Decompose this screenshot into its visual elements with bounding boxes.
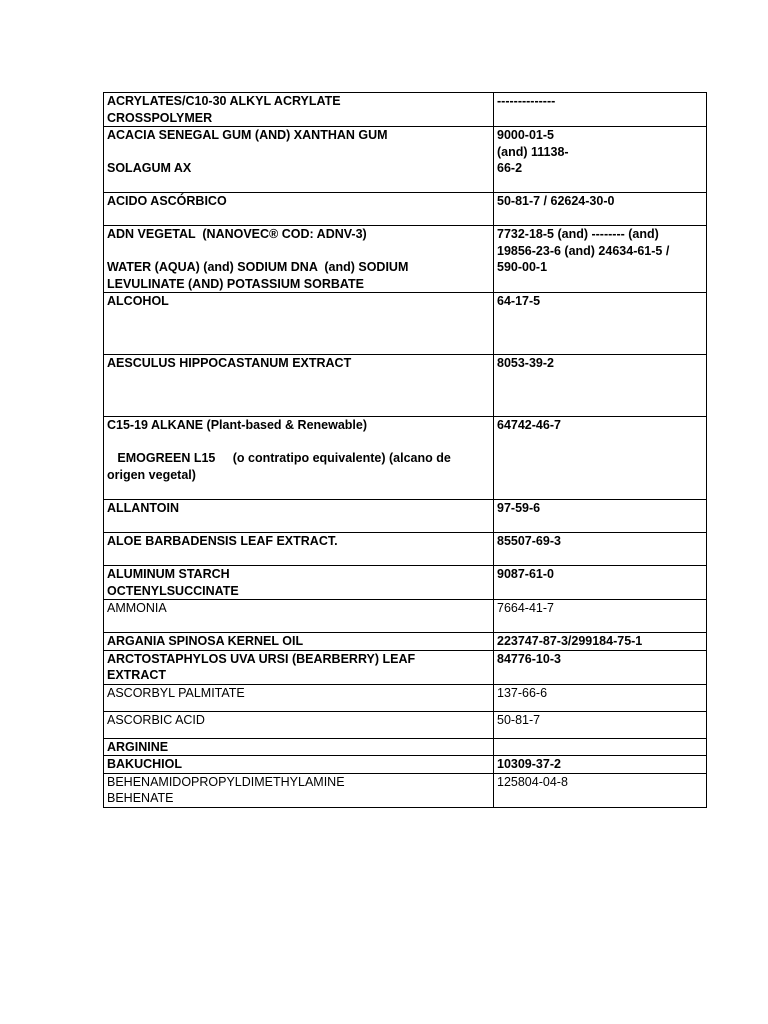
cas-number-line: 84776-10-3 <box>497 651 561 666</box>
cas-number-line: 7732-18-5 (and) -------- (and) <box>497 227 659 241</box>
cas-number-cell <box>494 600 707 633</box>
ingredient-name-line: ASCORBIC ACID <box>107 712 205 727</box>
cas-number-cell <box>494 566 707 600</box>
ingredient-name-line: ACACIA SENEGAL GUM (AND) XANTHAN GUM <box>107 128 388 142</box>
ingredients-table-body <box>104 93 707 808</box>
cas-number-line: 66-2 <box>497 161 523 175</box>
table-row <box>104 738 707 756</box>
ingredient-name-line: ADN VEGETAL (NANOVEC® COD: ADNV-3) <box>107 227 367 241</box>
ingredient-name-line: OCTENYLSUCCINATE <box>107 583 239 598</box>
ingredient-name-line: ASCORBYL PALMITATE <box>107 685 245 700</box>
table-row <box>104 127 707 193</box>
ingredient-name-cell <box>104 711 494 738</box>
cas-number-line: 50-81-7 / 62624-30-0 <box>497 194 615 208</box>
ingredient-name-cell <box>104 738 494 756</box>
ingredient-name-cell <box>104 93 494 127</box>
cas-number-line: 590-00-1 <box>497 260 548 274</box>
ingredient-name-cell <box>104 773 494 807</box>
table-row <box>104 633 707 651</box>
ingredient-name-cell <box>104 193 494 226</box>
ingredient-name-line: LEVULINATE (AND) POTASSIUM SORBATE <box>107 276 364 291</box>
cas-number-cell <box>494 355 707 417</box>
ingredient-name-cell <box>104 650 494 684</box>
cas-number-line: 137-66-6 <box>497 685 548 700</box>
table-row <box>104 650 707 684</box>
cas-number-cell <box>494 711 707 738</box>
cas-number-cell <box>494 293 707 355</box>
ingredient-name-line: AESCULUS HIPPOCASTANUM EXTRACT <box>107 356 352 370</box>
ingredient-name-cell <box>104 566 494 600</box>
cas-number-line: 9087-61-0 <box>497 567 554 581</box>
table-row <box>104 226 707 293</box>
table-row <box>104 711 707 738</box>
cas-number-cell <box>494 633 707 651</box>
table-row <box>104 193 707 226</box>
table-row <box>104 756 707 774</box>
ingredient-name-line: ALUMINUM STARCH <box>107 567 230 581</box>
ingredient-name-line: EMOGREEN L15 (o contratipo equivalente) (alcano de <box>107 451 451 465</box>
ingredient-name-cell <box>104 293 494 355</box>
cas-number-line: 19856-23-6 (and) 24634-61-5 / <box>497 243 670 258</box>
cas-number-cell <box>494 738 707 756</box>
cas-number-line: 125804-04-8 <box>497 774 568 789</box>
ingredient-name-line: ARGANIA SPINOSA KERNEL OIL <box>107 634 304 648</box>
table-row <box>104 93 707 127</box>
ingredients-table <box>103 92 707 808</box>
cas-number-line: -------------- <box>497 94 556 108</box>
table-row <box>104 533 707 566</box>
cas-number-line: 223747-87-3/299184-75-1 <box>497 634 643 648</box>
cas-number-cell <box>494 417 707 500</box>
cas-number-line <box>497 739 703 756</box>
cas-number-line: 10309-37-2 <box>497 757 561 771</box>
cas-number-cell <box>494 226 707 293</box>
cas-number-line: 9000-01-5 <box>497 128 554 142</box>
cas-number-cell <box>494 533 707 566</box>
cas-number-cell <box>494 93 707 127</box>
cas-number-cell <box>494 193 707 226</box>
cas-number-line: 8053-39-2 <box>497 356 554 370</box>
cas-number-line: 97-59-6 <box>497 501 541 515</box>
ingredient-name-line: SOLAGUM AX <box>107 161 192 175</box>
table-row <box>104 773 707 807</box>
cas-number-line: 50-81-7 <box>497 712 541 727</box>
ingredient-name-cell <box>104 684 494 711</box>
ingredient-name-line: BEHENATE <box>107 791 174 805</box>
ingredient-name-line: origen vegetal) <box>107 467 196 482</box>
table-row <box>104 500 707 533</box>
ingredient-name-line: WATER (AQUA) (and) SODIUM DNA (and) SODIUM <box>107 260 409 274</box>
ingredient-name-line <box>107 144 490 161</box>
cas-number-line: 7664-41-7 <box>497 601 554 615</box>
table-row <box>104 293 707 355</box>
ingredient-name-line: ARCTOSTAPHYLOS UVA URSI (BEARBERRY) LEAF <box>107 651 416 666</box>
ingredient-name-line: ALOE BARBADENSIS LEAF EXTRACT. <box>107 534 338 548</box>
ingredient-name-line: EXTRACT <box>107 668 167 682</box>
ingredient-name-line: ACIDO ASCÓRBICO <box>107 194 227 208</box>
ingredient-name-cell <box>104 226 494 293</box>
ingredient-name-line: BEHENAMIDOPROPYLDIMETHYLAMINE <box>107 774 345 789</box>
ingredient-name-cell <box>104 417 494 500</box>
table-row <box>104 566 707 600</box>
cas-number-cell <box>494 756 707 774</box>
ingredient-name-line: ARGININE <box>107 739 169 754</box>
ingredient-name-line <box>107 434 490 451</box>
ingredient-name-cell <box>104 127 494 193</box>
ingredient-name-line: C15-19 ALKANE (Plant-based & Renewable) <box>107 418 368 432</box>
ingredient-name-cell <box>104 600 494 633</box>
table-row <box>104 355 707 417</box>
ingredient-name-cell <box>104 355 494 417</box>
table-row <box>104 600 707 633</box>
table-row <box>104 417 707 500</box>
ingredient-name-line: CROSSPOLYMER <box>107 110 213 125</box>
cas-number-cell <box>494 500 707 533</box>
ingredient-name-line: BAKUCHIOL <box>107 757 182 771</box>
ingredient-name-cell <box>104 500 494 533</box>
ingredient-name-line: ALLANTOIN <box>107 501 179 515</box>
cas-number-cell <box>494 650 707 684</box>
ingredient-name-line: ACRYLATES/C10-30 ALKYL ACRYLATE <box>107 94 341 108</box>
ingredient-name-cell <box>104 533 494 566</box>
cas-number-cell <box>494 127 707 193</box>
ingredient-name-line: AMMONIA <box>107 601 167 615</box>
cas-number-line: 64-17-5 <box>497 294 541 308</box>
ingredient-name-line <box>107 243 490 260</box>
cas-number-line: (and) 11138- <box>497 144 569 159</box>
cas-number-line: 85507-69-3 <box>497 534 561 548</box>
table-row <box>104 684 707 711</box>
ingredient-name-cell <box>104 756 494 774</box>
ingredient-name-line: ALCOHOL <box>107 294 169 308</box>
cas-number-cell <box>494 773 707 807</box>
cas-number-cell <box>494 684 707 711</box>
cas-number-line: 64742-46-7 <box>497 418 561 432</box>
ingredient-name-cell <box>104 633 494 651</box>
